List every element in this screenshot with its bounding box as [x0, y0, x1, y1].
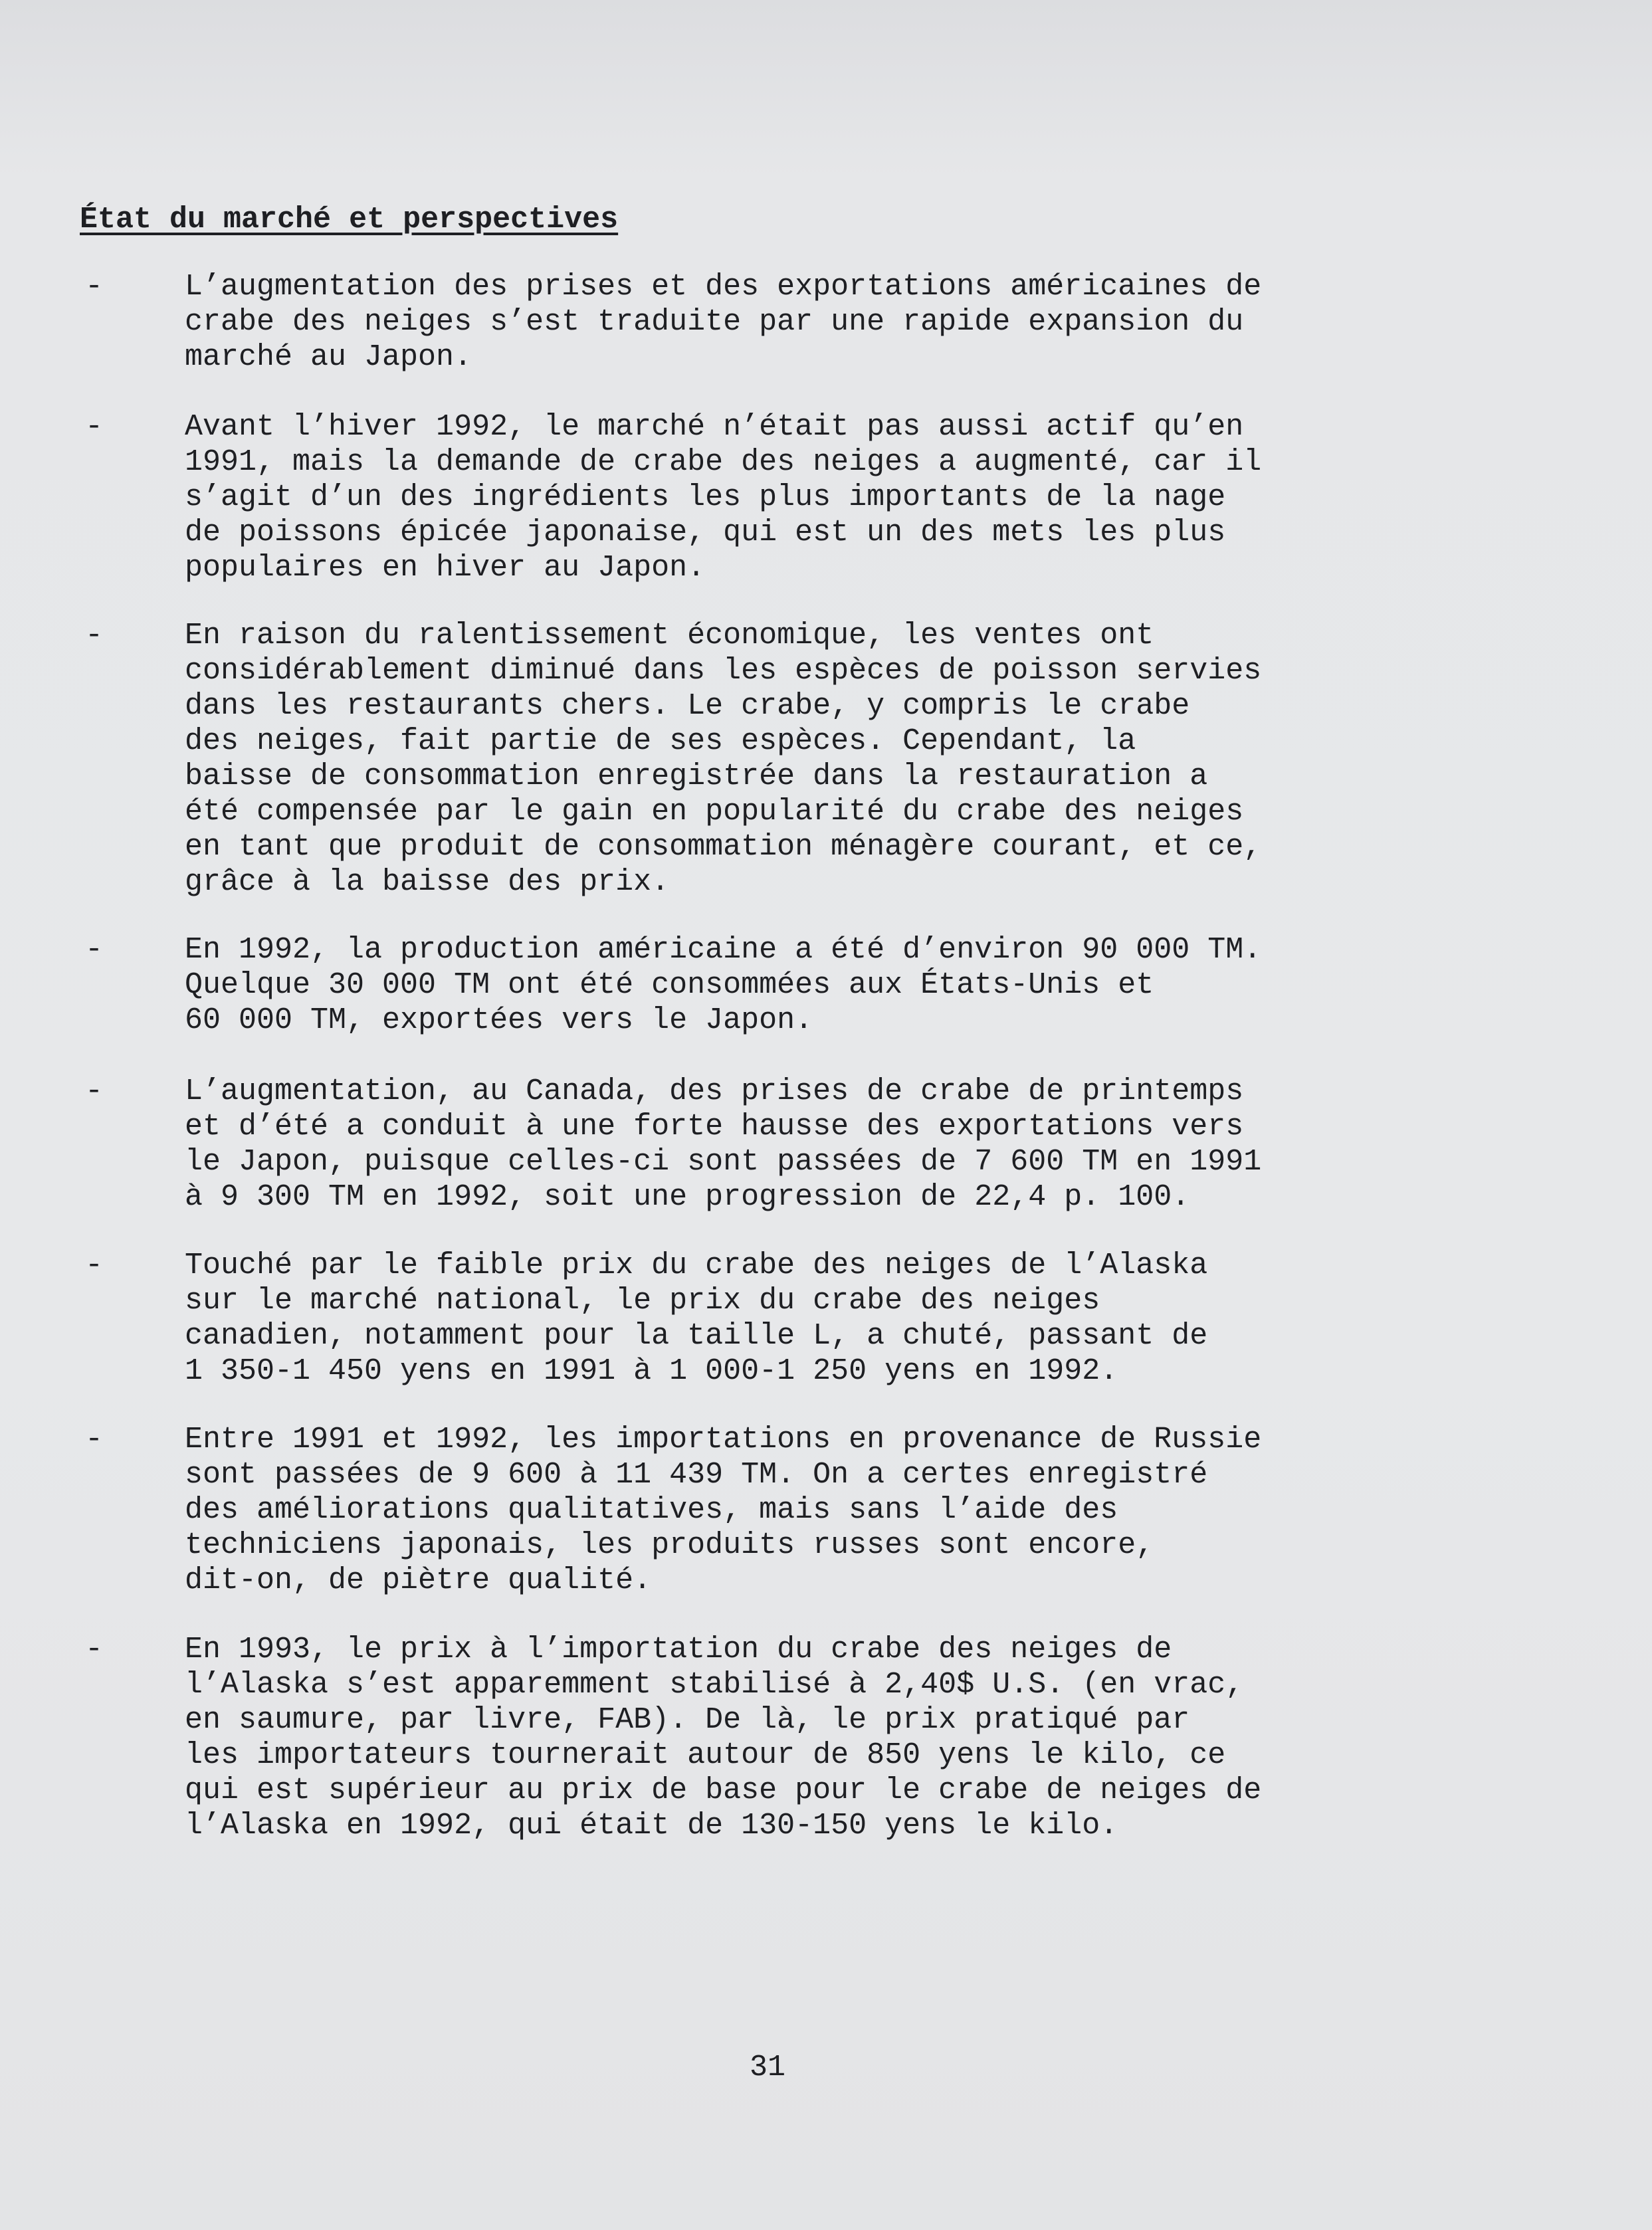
text-line: des améliorations qualitatives, mais sans l’aide des	[185, 1493, 1118, 1527]
text-line: l’Alaska s’est apparemment stabilisé à 2,40$ U.S. (en vrac,	[185, 1668, 1244, 1702]
page-number: 31	[750, 2051, 786, 2084]
text-line: L’augmentation des prises et des exportations américaines de	[185, 270, 1262, 304]
paragraph	[185, 269, 1514, 375]
text-line: crabe des neiges s’est traduite par une rapide expansion du	[185, 305, 1244, 339]
text-line: techniciens japonais, les produits russes sont encore,	[185, 1528, 1154, 1562]
text-line: En 1993, le prix à l’importation du crabe des neiges de	[185, 1633, 1172, 1667]
text-line: Quelque 30 000 TM ont été consommées aux États-Unis et	[185, 968, 1154, 1002]
text-line: baisse de consommation enregistrée dans la restauration a	[185, 760, 1208, 793]
text-line: L’augmentation, au Canada, des prises de crabe de printemps	[185, 1074, 1244, 1108]
text-line: considérablement diminué dans les espèces de poisson servies	[185, 654, 1262, 688]
paragraph	[185, 1074, 1514, 1215]
text-line: grâce à la baisse des prix.	[185, 865, 670, 899]
text-line: été compensée par le gain en popularité du crabe des neiges	[185, 795, 1244, 829]
paragraph	[185, 1422, 1514, 1598]
list-marker: -	[85, 933, 104, 967]
text-line: En 1992, la production américaine a été d’environ 90 000 TM.	[185, 933, 1262, 967]
text-line: 1 350-1 450 yens en 1991 à 1 000-1 250 yens en 1992.	[185, 1354, 1118, 1388]
list-marker: -	[85, 1249, 104, 1282]
text-line: sur le marché national, le prix du crabe des neiges	[185, 1284, 1100, 1318]
list-marker: -	[85, 270, 104, 304]
text-line: qui est supérieur au prix de base pour le crabe de neiges de	[185, 1774, 1262, 1807]
text-line: l’Alaska en 1992, qui était de 130-150 yens le kilo.	[185, 1809, 1118, 1843]
text-line: Entre 1991 et 1992, les importations en provenance de Russie	[185, 1423, 1262, 1457]
paragraph	[185, 409, 1514, 585]
section-heading: État du marché et perspectives	[80, 203, 619, 237]
text-line: dans les restaurants chers. Le crabe, y compris le crabe	[185, 689, 1190, 723]
text-line: populaires en hiver au Japon.	[185, 551, 706, 585]
text-line: 1991, mais la demande de crabe des neiges a augmenté, car il	[185, 445, 1262, 479]
list-marker: -	[85, 410, 104, 444]
text-line: les importateurs tournerait autour de 850 yens le kilo, ce	[185, 1738, 1226, 1772]
text-line: et d’été a conduit à une forte hausse des exportations vers	[185, 1110, 1244, 1144]
text-line: canadien, notamment pour la taille L, a chuté, passant de	[185, 1319, 1208, 1353]
text-line: En raison du ralentissement économique, les ventes ont	[185, 619, 1154, 653]
list-marker: -	[85, 1633, 104, 1667]
text-line: marché au Japon.	[185, 340, 472, 374]
text-line: de poissons épicée japonaise, qui est un des mets les plus	[185, 516, 1226, 550]
text-line: des neiges, fait partie de ses espèces. Cependant, la	[185, 724, 1136, 758]
paragraph	[185, 1632, 1514, 1843]
text-line: le Japon, puisque celles-ci sont passées de 7 600 TM en 1991	[185, 1145, 1262, 1179]
text-line: Touché par le faible prix du crabe des neiges de l’Alaska	[185, 1249, 1208, 1282]
text-line: sont passées de 9 600 à 11 439 TM. On a certes enregistré	[185, 1458, 1208, 1492]
text-line: dit-on, de piètre qualité.	[185, 1564, 652, 1597]
text-line: en saumure, par livre, FAB). De là, le prix pratiqué par	[185, 1703, 1190, 1737]
list-marker: -	[85, 1074, 104, 1108]
text-line: 60 000 TM, exportées vers le Japon.	[185, 1003, 813, 1037]
list-marker: -	[85, 619, 104, 653]
paragraph	[185, 1248, 1514, 1389]
text-line: en tant que produit de consommation ménagère courant, et ce,	[185, 830, 1262, 864]
paragraph	[185, 932, 1514, 1038]
text-line: à 9 300 TM en 1992, soit une progression de 22,4 p. 100.	[185, 1180, 1190, 1214]
text-line: Avant l’hiver 1992, le marché n’était pas aussi actif qu’en	[185, 410, 1244, 444]
text-line: s’agit d’un des ingrédients les plus importants de la nage	[185, 480, 1226, 514]
paragraph	[185, 618, 1514, 900]
list-marker: -	[85, 1423, 104, 1457]
